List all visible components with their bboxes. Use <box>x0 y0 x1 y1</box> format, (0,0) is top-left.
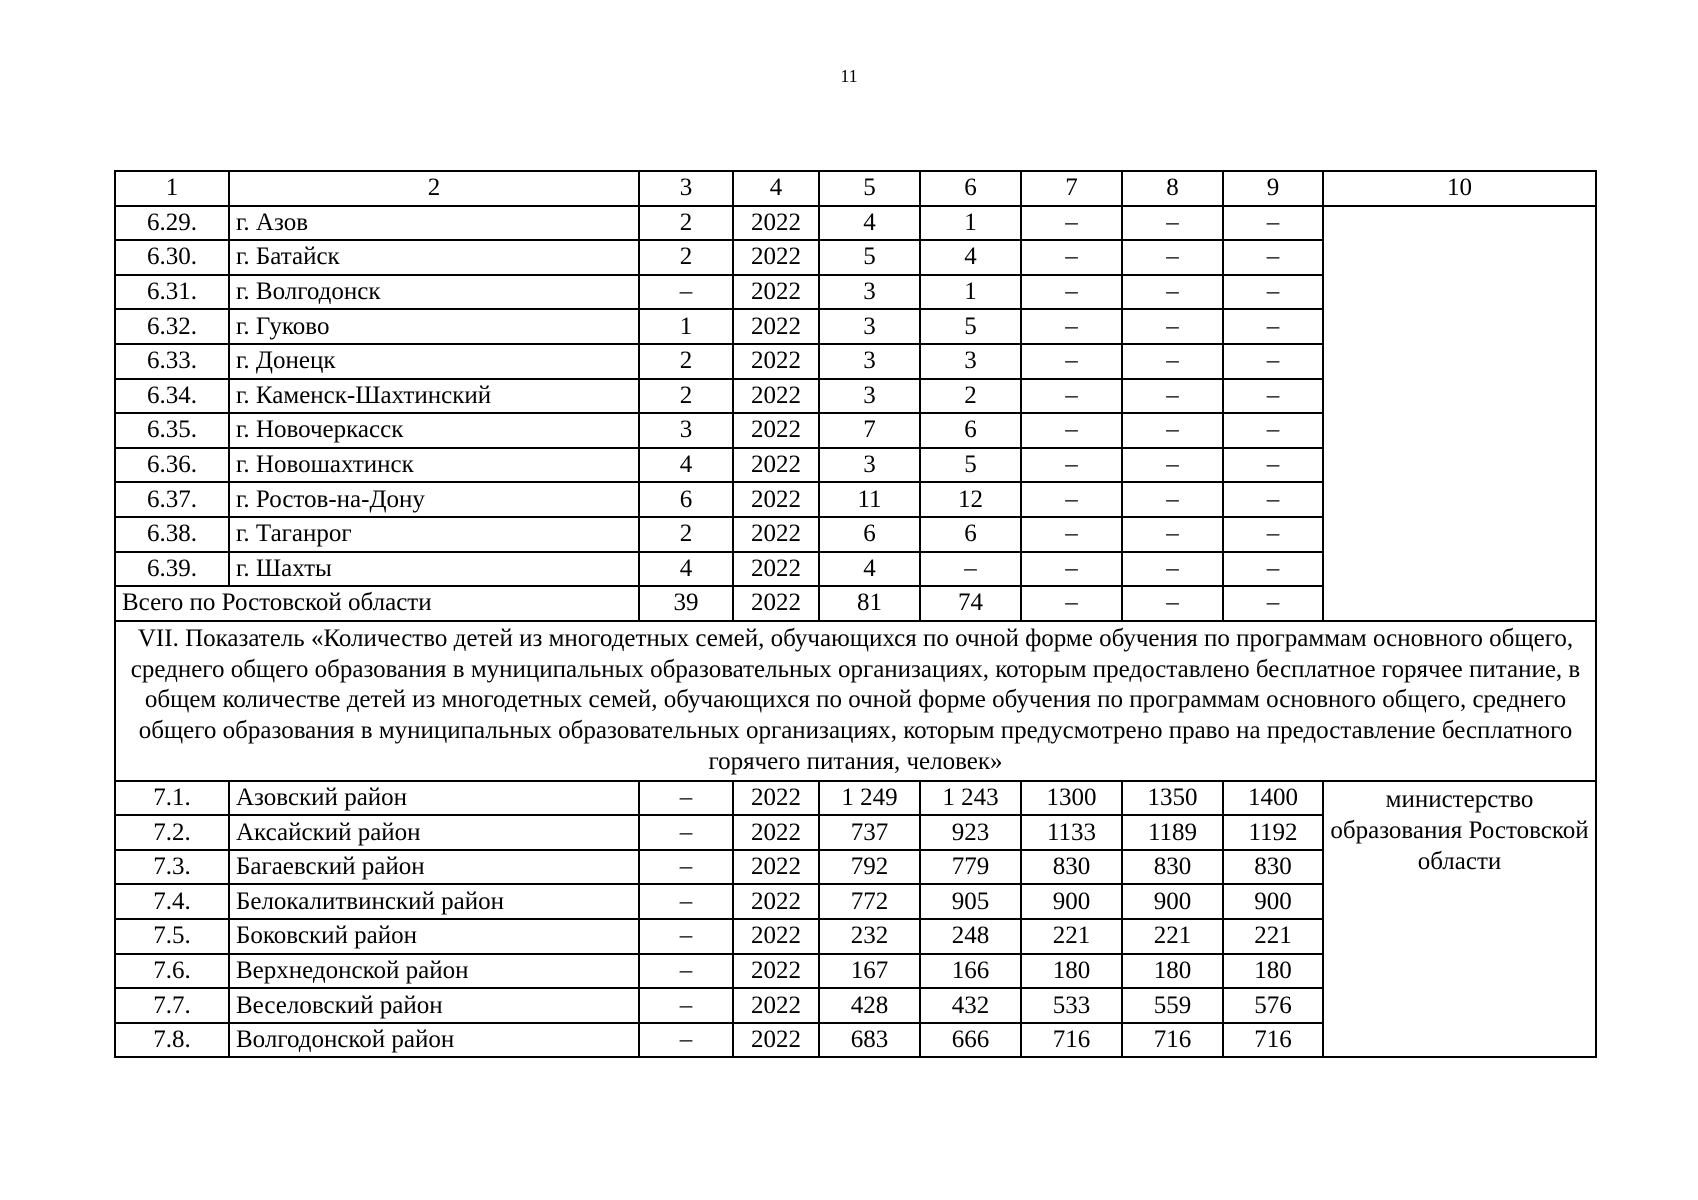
page-number: 11 <box>840 66 858 86</box>
municipality-name: Верхнедонской район <box>229 954 639 989</box>
value-cell: 221 <box>1122 919 1223 954</box>
value-cell: 533 <box>1021 988 1122 1023</box>
value-cell: – <box>1223 448 1323 483</box>
municipality-name: г. Ростов-на-Дону <box>229 482 639 517</box>
municipality-name: Аксайский район <box>229 815 639 850</box>
value-cell: 792 <box>819 850 920 885</box>
value-cell: 4 <box>639 552 733 587</box>
indicators-table <box>114 170 1597 1058</box>
value-cell: – <box>1122 482 1223 517</box>
value-cell: 2 <box>920 379 1021 414</box>
value-cell: – <box>1021 517 1122 552</box>
value-cell: 6 <box>920 517 1021 552</box>
value-cell: 11 <box>819 482 920 517</box>
value-cell: 2 <box>639 344 733 379</box>
value-cell: 900 <box>1021 884 1122 919</box>
value-cell: 779 <box>920 850 1021 885</box>
row-number: 7.2. <box>115 815 229 850</box>
value-cell: – <box>1122 240 1223 275</box>
value-cell: 248 <box>920 919 1021 954</box>
column-header: 10 <box>1323 171 1596 206</box>
value-cell: 1400 <box>1223 781 1323 816</box>
value-cell: – <box>639 919 733 954</box>
municipality-name: г. Батайск <box>229 240 639 275</box>
column-header: 8 <box>1122 171 1223 206</box>
value-cell: – <box>1021 206 1122 241</box>
value-cell: – <box>1223 379 1323 414</box>
row-number: 6.31. <box>115 275 229 310</box>
total-value: – <box>1122 586 1223 621</box>
value-cell: 1192 <box>1223 815 1323 850</box>
column-header: 9 <box>1223 171 1323 206</box>
value-cell: 2022 <box>733 517 819 552</box>
value-cell: 167 <box>819 954 920 989</box>
value-cell: – <box>1122 552 1223 587</box>
value-cell: 716 <box>1122 1023 1223 1058</box>
value-cell: 180 <box>1223 954 1323 989</box>
municipality-name: Белокалитвинский район <box>229 884 639 919</box>
value-cell: 221 <box>1021 919 1122 954</box>
municipality-name: г. Гуково <box>229 309 639 344</box>
value-cell: 1300 <box>1021 781 1122 816</box>
value-cell: 2022 <box>733 781 819 816</box>
value-cell: – <box>1122 206 1223 241</box>
value-cell: 2 <box>639 206 733 241</box>
value-cell: – <box>1021 448 1122 483</box>
total-value: – <box>1223 586 1323 621</box>
municipality-name: г. Азов <box>229 206 639 241</box>
value-cell: – <box>639 884 733 919</box>
value-cell: 6 <box>920 413 1021 448</box>
value-cell: 1 <box>639 309 733 344</box>
value-cell: 830 <box>1021 850 1122 885</box>
value-cell: 6 <box>639 482 733 517</box>
value-cell: 2022 <box>733 815 819 850</box>
value-cell: 2022 <box>733 448 819 483</box>
value-cell: 166 <box>920 954 1021 989</box>
value-cell: 4 <box>920 240 1021 275</box>
column-header: 1 <box>115 171 229 206</box>
value-cell: 2022 <box>733 413 819 448</box>
value-cell: 830 <box>1223 850 1323 885</box>
value-cell: – <box>1021 275 1122 310</box>
value-cell: 2022 <box>733 988 819 1023</box>
value-cell: 3 <box>819 275 920 310</box>
value-cell: 3 <box>819 344 920 379</box>
value-cell: 2022 <box>733 206 819 241</box>
value-cell: – <box>920 552 1021 587</box>
row-number: 6.38. <box>115 517 229 552</box>
column-header: 5 <box>819 171 920 206</box>
row-number: 6.29. <box>115 206 229 241</box>
value-cell: 428 <box>819 988 920 1023</box>
value-cell: – <box>1021 379 1122 414</box>
value-cell: 1133 <box>1021 815 1122 850</box>
row-number: 7.5. <box>115 919 229 954</box>
value-cell: 1 249 <box>819 781 920 816</box>
value-cell: – <box>1223 206 1323 241</box>
value-cell: 2022 <box>733 309 819 344</box>
value-cell: 180 <box>1021 954 1122 989</box>
value-cell: – <box>639 815 733 850</box>
value-cell: – <box>1122 344 1223 379</box>
value-cell: 3 <box>819 448 920 483</box>
column-number-row <box>115 171 1596 206</box>
value-cell: 716 <box>1223 1023 1323 1058</box>
row-number: 6.34. <box>115 379 229 414</box>
row-number: 6.33. <box>115 344 229 379</box>
value-cell: – <box>1122 275 1223 310</box>
value-cell: 772 <box>819 884 920 919</box>
value-cell: 1 <box>920 275 1021 310</box>
value-cell: – <box>639 988 733 1023</box>
value-cell: – <box>1122 413 1223 448</box>
value-cell: 180 <box>1122 954 1223 989</box>
value-cell: 1350 <box>1122 781 1223 816</box>
value-cell: 830 <box>1122 850 1223 885</box>
value-cell: 2 <box>639 517 733 552</box>
value-cell: – <box>1223 240 1323 275</box>
municipality-name: г. Шахты <box>229 552 639 587</box>
value-cell: 221 <box>1223 919 1323 954</box>
row-number: 7.4. <box>115 884 229 919</box>
value-cell: 2022 <box>733 344 819 379</box>
value-cell: 3 <box>819 309 920 344</box>
responsible-ministry: министерство образования Ростовской области <box>1323 781 1596 1058</box>
value-cell: – <box>1223 309 1323 344</box>
value-cell: 5 <box>819 240 920 275</box>
value-cell: 559 <box>1122 988 1223 1023</box>
value-cell: 3 <box>639 413 733 448</box>
value-cell: 900 <box>1223 884 1323 919</box>
value-cell: – <box>639 1023 733 1058</box>
municipality-name: г. Волгодонск <box>229 275 639 310</box>
value-cell: 900 <box>1122 884 1223 919</box>
value-cell: – <box>1021 309 1122 344</box>
row-number: 6.37. <box>115 482 229 517</box>
column-header: 4 <box>733 171 819 206</box>
value-cell: 2022 <box>733 482 819 517</box>
value-cell: 576 <box>1223 988 1323 1023</box>
value-cell: 6 <box>819 517 920 552</box>
value-cell: – <box>1223 344 1323 379</box>
row-number: 6.39. <box>115 552 229 587</box>
value-cell: 683 <box>819 1023 920 1058</box>
row-number: 7.8. <box>115 1023 229 1058</box>
value-cell: 5 <box>920 309 1021 344</box>
value-cell: 2 <box>639 379 733 414</box>
total-value: 2022 <box>733 586 819 621</box>
municipality-name: Багаевский район <box>229 850 639 885</box>
value-cell: 2022 <box>733 275 819 310</box>
value-cell: 2022 <box>733 919 819 954</box>
table-row <box>115 781 1596 816</box>
municipality-name: Веселовский район <box>229 988 639 1023</box>
value-cell: 3 <box>920 344 1021 379</box>
value-cell: 4 <box>819 552 920 587</box>
value-cell: 2022 <box>733 240 819 275</box>
value-cell: – <box>1021 482 1122 517</box>
value-cell: – <box>1223 517 1323 552</box>
value-cell: – <box>1021 344 1122 379</box>
column-header: 3 <box>639 171 733 206</box>
row-number: 7.6. <box>115 954 229 989</box>
column-header: 7 <box>1021 171 1122 206</box>
value-cell: 2022 <box>733 850 819 885</box>
value-cell: – <box>1021 413 1122 448</box>
total-value: – <box>1021 586 1122 621</box>
table-row <box>115 206 1596 241</box>
value-cell: 12 <box>920 482 1021 517</box>
row-number: 6.36. <box>115 448 229 483</box>
municipality-name: Боковский район <box>229 919 639 954</box>
municipality-name: г. Донецк <box>229 344 639 379</box>
row-number: 7.1. <box>115 781 229 816</box>
row-number: 6.35. <box>115 413 229 448</box>
value-cell: 4 <box>819 206 920 241</box>
value-cell: 2022 <box>733 379 819 414</box>
value-cell: 2022 <box>733 552 819 587</box>
value-cell: 432 <box>920 988 1021 1023</box>
value-cell: 2022 <box>733 954 819 989</box>
value-cell: – <box>1122 448 1223 483</box>
municipality-name: г. Новошахтинск <box>229 448 639 483</box>
value-cell: 1 <box>920 206 1021 241</box>
value-cell: 3 <box>819 379 920 414</box>
row-number: 7.3. <box>115 850 229 885</box>
column-header: 2 <box>229 171 639 206</box>
column-header: 6 <box>920 171 1021 206</box>
value-cell: – <box>1021 552 1122 587</box>
municipality-name: г. Новочеркасск <box>229 413 639 448</box>
value-cell: 1189 <box>1122 815 1223 850</box>
value-cell: – <box>1122 309 1223 344</box>
municipality-name: Волгодонской район <box>229 1023 639 1058</box>
total-label: Всего по Ростовской области <box>115 586 639 621</box>
value-cell: 4 <box>639 448 733 483</box>
value-cell: – <box>1223 275 1323 310</box>
value-cell: 2 <box>639 240 733 275</box>
row-number: 7.7. <box>115 988 229 1023</box>
value-cell: – <box>1122 379 1223 414</box>
value-cell: – <box>639 954 733 989</box>
value-cell: 666 <box>920 1023 1021 1058</box>
value-cell: – <box>639 781 733 816</box>
value-cell: 7 <box>819 413 920 448</box>
value-cell: – <box>1223 413 1323 448</box>
value-cell: 2022 <box>733 884 819 919</box>
value-cell: – <box>1122 517 1223 552</box>
section-heading-row <box>115 621 1596 781</box>
responsible-cell-empty <box>1323 206 1596 621</box>
section-vii-heading: VII. Показатель «Количество детей из многодетных семей, обучающихся по очной форме обучения по программам основного общего, среднего общего образования в муниципальных образовательных организациях, которым предоставлено бесплатное горячее питание, в общем количестве детей из многодетных семей, обучающихся по очной форме обучения по программам основного общего, среднего общего образования в муниципальных образовательных организациях, которым предусмотрено право на предоставление бесплатного горячего питания, человек» <box>115 621 1596 781</box>
total-value: 81 <box>819 586 920 621</box>
row-number: 6.32. <box>115 309 229 344</box>
value-cell: 1 243 <box>920 781 1021 816</box>
value-cell: 905 <box>920 884 1021 919</box>
value-cell: 5 <box>920 448 1021 483</box>
municipality-name: Азовский район <box>229 781 639 816</box>
municipality-name: г. Таганрог <box>229 517 639 552</box>
total-value: 74 <box>920 586 1021 621</box>
value-cell: 716 <box>1021 1023 1122 1058</box>
value-cell: – <box>639 850 733 885</box>
value-cell: 923 <box>920 815 1021 850</box>
row-number: 6.30. <box>115 240 229 275</box>
municipality-name: г. Каменск-Шахтинский <box>229 379 639 414</box>
value-cell: – <box>1223 482 1323 517</box>
value-cell: 2022 <box>733 1023 819 1058</box>
value-cell: – <box>1223 552 1323 587</box>
value-cell: 737 <box>819 815 920 850</box>
value-cell: 232 <box>819 919 920 954</box>
value-cell: – <box>1021 240 1122 275</box>
total-value: 39 <box>639 586 733 621</box>
value-cell: – <box>639 275 733 310</box>
